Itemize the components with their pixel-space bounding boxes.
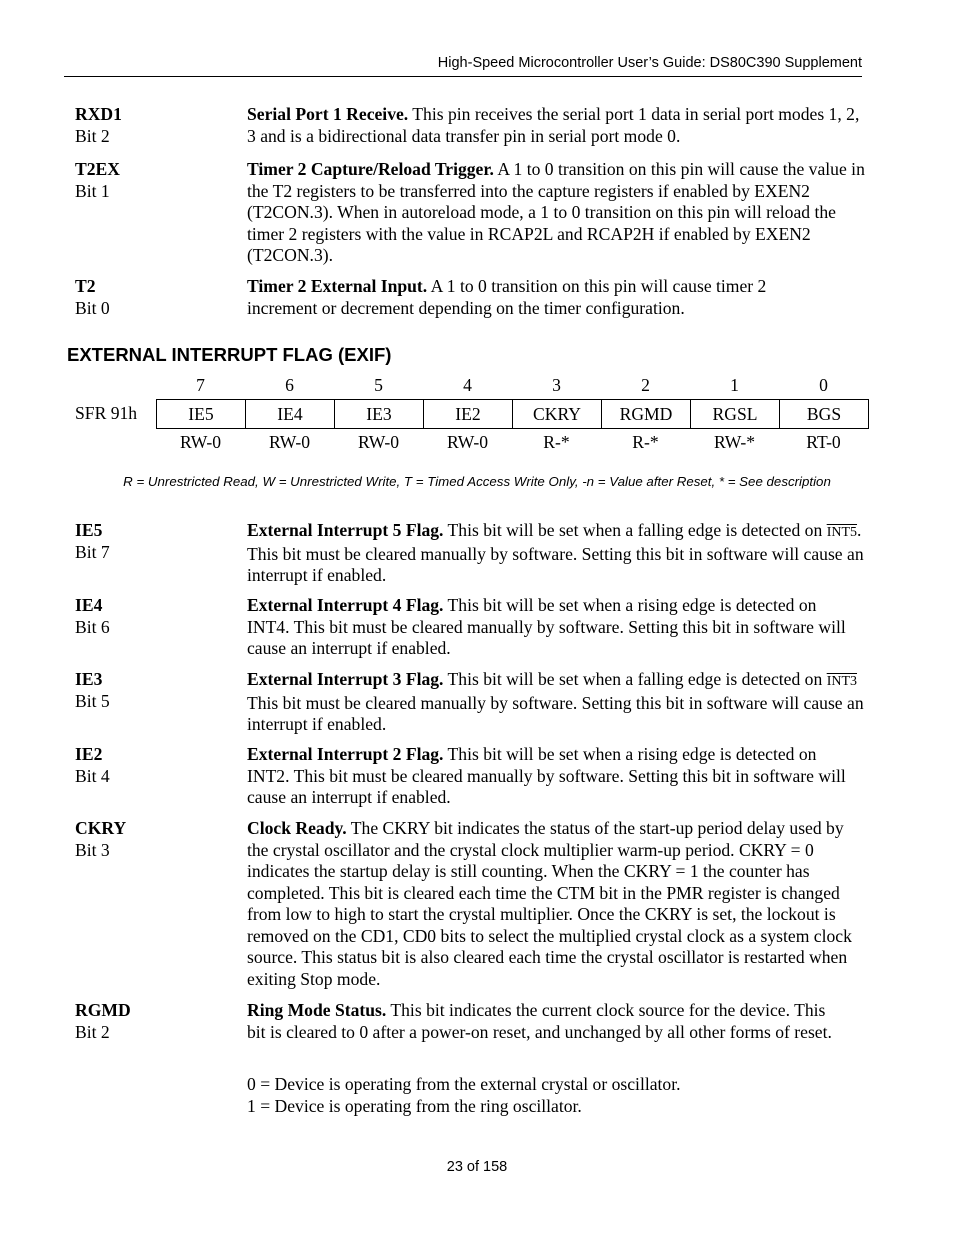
bit-position: Bit 2 [75, 125, 110, 146]
register-bit-numbers [156, 375, 868, 397]
bit-number: 7 [196, 375, 205, 395]
access-type: RT-0 [806, 432, 841, 452]
bit-description: A 1 to 0 transition on this pin will cause the value in the T2 registers to be transferred into the capture registers if enabled by EXEN2 (T2CON.3). When in autoreload mode, a 1 to 0 transition on this pin will reload the timer 2 registers with the value in RCAP2L and RCAP2H if enabled by EXEN2 (T2CON.3). [247, 159, 865, 265]
bit-heading: External Interrupt 5 Flag. [247, 520, 444, 540]
bit-description: This bit will be set when a rising edge is detected on INT2. This bit must be cleared manually by software. Setting this bit in software will cause an interrupt if enabled. [247, 744, 846, 807]
bit-heading: Timer 2 External Input. [247, 276, 428, 296]
rgmd-value-list [247, 1074, 865, 1117]
bit-name: CKRY [75, 818, 127, 838]
bit-heading: External Interrupt 4 Flag. [247, 595, 444, 615]
access-type: RW-0 [357, 432, 400, 452]
access-type: RW-* [713, 432, 756, 452]
bit-name: IE3 [75, 669, 103, 689]
bit-heading: Clock Ready. [247, 818, 347, 838]
register-bit-cell: BGS [780, 400, 869, 429]
bit-position: Bit 0 [75, 297, 110, 318]
access-type: R-* [543, 432, 570, 452]
bit-number: 1 [730, 375, 739, 395]
register-bit-cell: IE4 [246, 400, 335, 429]
rgmd-value-1: 1 = Device is operating from the ring oscillator. [247, 1095, 582, 1116]
access-legend: R = Unrestricted Read, W = Unrestricted Write, T = Timed Access Write Only, -n = Value after Reset, * = See description [123, 474, 831, 489]
register-bit-cell: CKRY [513, 400, 602, 429]
register-bit-cell: RGMD [602, 400, 691, 429]
bit-name: IE4 [75, 595, 103, 615]
bit-description-cont: This bit must be cleared manually by software. Setting this bit in software will cause an interrupt if enabled. [247, 692, 864, 734]
register-bit-table [156, 399, 869, 429]
page-header [64, 55, 862, 77]
bit-description: The CKRY bit indicates the status of the start-up period delay used by the crystal oscillator and the crystal clock multiplier warm-up period. CKRY = 0 indicates the startup delay is still counting. When the CKRY = 1 the counter has completed. This bit is cleared each time the CTM bit in the PMR register is changed from low to high to start the crystal multiplier. Once the CKRY is set, the lockout is removed on the CD1, CD0 bits to select the multiplied crystal clock as a system clock source. This status bit is also cleared each time the crystal oscillator is restarted when exiting Stop mode. [247, 818, 852, 989]
bit-name: IE2 [75, 744, 103, 764]
signal-name-overbar: INT5 [826, 525, 858, 540]
bit-heading: External Interrupt 2 Flag. [247, 744, 444, 764]
bit-position: Bit 7 [75, 541, 110, 562]
rgmd-value-0: 0 = Device is operating from the external crystal or oscillator. [247, 1074, 681, 1094]
bit-heading: Ring Mode Status. [247, 1000, 387, 1020]
register-bit-cell: IE3 [335, 400, 424, 429]
bit-name: T2EX [75, 159, 120, 179]
bit-position: Bit 1 [75, 180, 110, 201]
table-row [157, 400, 869, 429]
bit-position: Bit 2 [75, 1021, 110, 1042]
bit-position: Bit 3 [75, 839, 110, 860]
bit-number: 2 [641, 375, 650, 395]
bit-name: RXD1 [75, 104, 122, 124]
access-type: RW-0 [446, 432, 489, 452]
bit-description: A 1 to 0 transition on this pin will cause timer 2 increment or decrement depending on the timer configuration. [247, 276, 767, 318]
bit-description-cont: . This bit must be cleared manually by software. Setting this bit in software will cause an interrupt if enabled. [247, 520, 864, 585]
bit-description: This pin receives the serial port 1 data in serial port modes 1, 2, 3 and is a bidirectional data transfer pin in serial port mode 0. [247, 104, 860, 146]
bit-position: Bit 5 [75, 690, 110, 711]
bit-name: IE5 [75, 520, 103, 540]
bit-position: Bit 4 [75, 765, 110, 786]
access-type: RW-0 [268, 432, 311, 452]
bit-description: This bit will be set when a falling edge is detected on [443, 520, 827, 540]
bit-number: 6 [285, 375, 294, 395]
bit-number: 5 [374, 375, 383, 395]
bit-name: T2 [75, 276, 96, 296]
bit-number: 3 [552, 375, 561, 395]
bit-number: 0 [819, 375, 828, 395]
bit-heading: External Interrupt 3 Flag. [247, 669, 444, 689]
register-bit-cell: RGSL [691, 400, 780, 429]
sfr-address-label: SFR 91h [75, 403, 138, 423]
access-type: R-* [632, 432, 659, 452]
bit-description: This bit will be set when a falling edge is detected on [443, 669, 827, 689]
section-title: EXTERNAL INTERRUPT FLAG (EXIF) [67, 344, 392, 365]
bit-heading: Serial Port 1 Receive. [247, 104, 409, 124]
register-bit-cell: IE2 [424, 400, 513, 429]
bit-name: RGMD [75, 1000, 131, 1020]
register-access-row [156, 432, 868, 453]
bit-position: Bit 6 [75, 616, 110, 637]
bit-number: 4 [463, 375, 472, 395]
bit-heading: Timer 2 Capture/Reload Trigger. [247, 159, 494, 179]
register-bit-cell: IE5 [157, 400, 246, 429]
bit-description: This bit indicates the current clock source for the device. This bit is cleared to 0 after a power-on reset, and unchanged by all other forms of reset. [247, 1000, 832, 1042]
access-type: RW-0 [179, 432, 222, 452]
page-number: 23 of 158 [446, 1159, 508, 1175]
bit-description: This bit will be set when a rising edge is detected on INT4. This bit must be cleared manually by software. Setting this bit in software will cause an interrupt if enabled. [247, 595, 846, 658]
header-title: High-Speed Microcontroller User’s Guide: DS80C390 Supplement [437, 55, 862, 71]
signal-name-overbar: INT3 [826, 674, 858, 689]
